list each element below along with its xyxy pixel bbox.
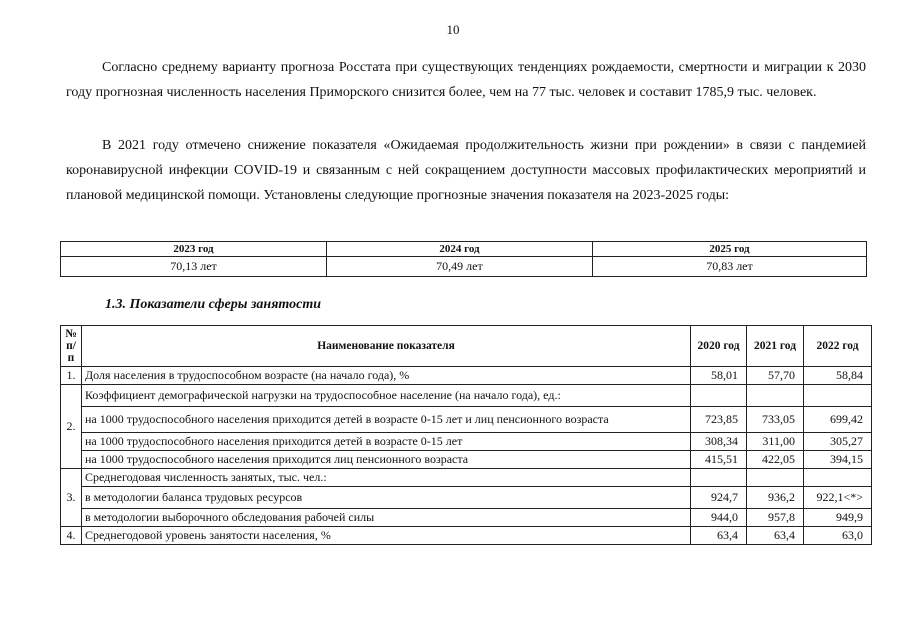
- table-row: [61, 433, 872, 451]
- value-2022: 949,9: [803, 509, 871, 527]
- column-header: 2025 год: [592, 242, 866, 257]
- value-2020: 415,51: [691, 451, 747, 469]
- table-row: [61, 407, 872, 433]
- value-2021: 733,05: [747, 407, 804, 433]
- row-number: 4.: [61, 527, 82, 545]
- indicator-name: в методологии баланса трудовых ресурсов: [81, 487, 690, 509]
- table-row: [61, 509, 872, 527]
- value-2021: 311,00: [747, 433, 804, 451]
- column-header-name: Наименование показателя: [81, 326, 690, 367]
- value-2020: 924,7: [691, 487, 747, 509]
- column-header: 2024 год: [326, 242, 592, 257]
- table-header-row: [61, 326, 872, 367]
- indicator-name: на 1000 трудоспособного населения приходится детей в возрасте 0-15 лет: [81, 433, 690, 451]
- life-expectancy-forecast-table: [60, 241, 867, 277]
- employment-indicators-table: [60, 325, 872, 545]
- value-2020: 944,0: [691, 509, 747, 527]
- value-2020: 308,34: [691, 433, 747, 451]
- indicator-name: на 1000 трудоспособного населения приходится детей в возрасте 0-15 лет и лиц пенсионного возраста: [81, 407, 690, 433]
- row-number: 1.: [61, 367, 82, 385]
- indicator-name: Среднегодовой уровень занятости населения, %: [81, 527, 690, 545]
- section-title: 1.3. Показатели сферы занятости: [105, 297, 321, 312]
- value-2020: 58,01: [691, 367, 747, 385]
- column-header-2020: 2020 год: [691, 326, 747, 367]
- value-2020: [691, 469, 747, 487]
- value-2021: 422,05: [747, 451, 804, 469]
- value-2020: 723,85: [691, 407, 747, 433]
- indicator-name: на 1000 трудоспособного населения приходится лиц пенсионного возраста: [81, 451, 690, 469]
- table-header-row: [61, 242, 867, 257]
- indicator-name: Доля населения в трудоспособном возрасте (на начало года), %: [81, 367, 690, 385]
- page-number: 10: [446, 22, 460, 37]
- paragraph-life-expectancy: В 2021 году отмечено снижение показателя «Ожидаемая продолжительность жизни при рождении» в связи с пандемией коронавирусной инфекции COVID-19 и связанным с ней сокращением доступности массовых профилактических мероприятий и плановой медицинской помощи. Установлены следующие прогнозные значения показателя на 2023-2025 годы:: [66, 138, 866, 203]
- row-number: 3.: [61, 469, 82, 527]
- value-2021: 63,4: [747, 527, 804, 545]
- column-header-2022: 2022 год: [803, 326, 871, 367]
- indicator-name: в методологии выборочного обследования рабочей силы: [81, 509, 690, 527]
- column-header-2021: 2021 год: [747, 326, 804, 367]
- table-row: [61, 385, 872, 407]
- indicator-name: Среднегодовая численность занятых, тыс. чел.:: [81, 469, 690, 487]
- indicator-name: Коэффициент демографической нагрузки на трудоспособное население (на начало года), ед.:: [81, 385, 690, 407]
- value-2021: [747, 385, 804, 407]
- value-2022: 922,1<*>: [803, 487, 871, 509]
- value-2021: 936,2: [747, 487, 804, 509]
- value-2020: [691, 385, 747, 407]
- value-2020: 63,4: [691, 527, 747, 545]
- value-2021: [747, 469, 804, 487]
- table-row: [61, 257, 867, 277]
- value-2022: 63,0: [803, 527, 871, 545]
- row-number: 2.: [61, 385, 82, 469]
- table-cell: 70,13 лет: [61, 257, 327, 277]
- value-2022: 699,42: [803, 407, 871, 433]
- value-2022: 58,84: [803, 367, 871, 385]
- table-row: [61, 367, 872, 385]
- paragraph-population-forecast: Согласно среднему варианту прогноза Росстата при существующих тенденциях рождаемости, смертности и миграции к 2030 году прогнозная численность населения Приморского снизится более, чем на 77 тыс. человек и составит 1785,9 тыс. человек.: [66, 60, 866, 100]
- column-header: 2023 год: [61, 242, 327, 257]
- value-2022: 394,15: [803, 451, 871, 469]
- value-2022: [803, 469, 871, 487]
- table-cell: 70,83 лет: [592, 257, 866, 277]
- column-header-number: № п/п: [61, 326, 82, 367]
- value-2022: 305,27: [803, 433, 871, 451]
- table-row: [61, 527, 872, 545]
- table-row: [61, 451, 872, 469]
- table-cell: 70,49 лет: [326, 257, 592, 277]
- table-row: [61, 487, 872, 509]
- table-row: [61, 469, 872, 487]
- value-2022: [803, 385, 871, 407]
- value-2021: 57,70: [747, 367, 804, 385]
- value-2021: 957,8: [747, 509, 804, 527]
